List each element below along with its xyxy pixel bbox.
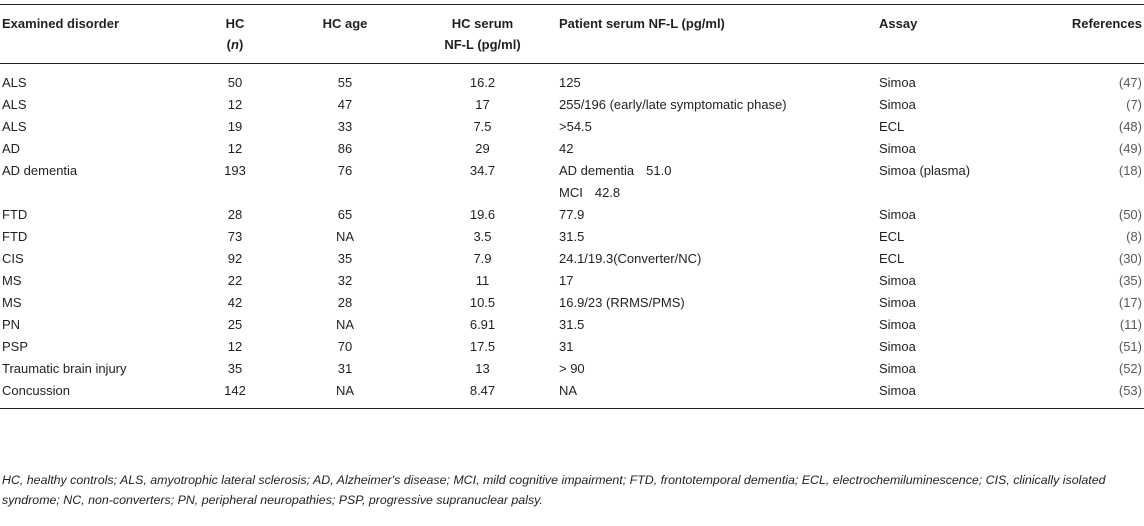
cell-age: 86 — [337, 141, 353, 156]
cell-hc-serum: 17.5 — [469, 339, 496, 354]
cell-assay: ECL — [879, 251, 905, 266]
header-hc-age: HC age — [322, 16, 368, 31]
cell-hc-serum: 7.5 — [473, 119, 492, 134]
cell-hc: 142 — [224, 383, 246, 398]
reference-link[interactable]: (49) — [1118, 141, 1142, 156]
reference-link[interactable]: (53) — [1118, 383, 1142, 398]
cell-hc-serum: 17 — [475, 97, 490, 112]
cell-patient-serum: 42 — [559, 141, 574, 156]
cell-hc-serum: 8.47 — [469, 383, 496, 398]
cell-age: 35 — [337, 251, 353, 266]
cell-patient-serum: NA — [559, 383, 578, 398]
cell-patient-serum: 77.9 — [559, 207, 585, 222]
table-subrow — [0, 182, 1144, 204]
cell-age: 65 — [337, 207, 353, 222]
reference-link[interactable]: (18) — [1118, 163, 1142, 178]
cell-assay: Simoa — [879, 383, 916, 398]
patient-ad-value: 51.0 — [646, 163, 672, 178]
cell-assay: Simoa — [879, 97, 916, 112]
table-row — [0, 380, 1144, 409]
table-row — [0, 270, 1144, 292]
cell-age: 70 — [337, 339, 353, 354]
cell-patient-serum-mci — [555, 182, 875, 204]
cell-hc-serum: 19.6 — [469, 207, 496, 222]
reference-link[interactable]: (11) — [1119, 317, 1142, 332]
table-row — [0, 204, 1144, 226]
cell-patient-serum: 31 — [559, 339, 574, 354]
table-row — [0, 314, 1144, 336]
cell-disorder: CIS — [2, 251, 24, 266]
cell-age: 47 — [337, 97, 353, 112]
cell-patient-serum-ad — [555, 160, 875, 182]
cell-age: NA — [335, 317, 355, 332]
cell-disorder: MS — [2, 295, 22, 310]
cell-assay: ECL — [879, 119, 905, 134]
nfl-table — [0, 4, 1144, 409]
reference-link[interactable]: (52) — [1118, 361, 1142, 376]
table-row — [0, 336, 1144, 358]
table-row — [0, 64, 1144, 95]
cell-disorder: Traumatic brain injury — [2, 361, 127, 376]
cell-disorder: ALS — [2, 97, 27, 112]
cell-assay: Simoa — [879, 295, 916, 310]
cell-hc: 35 — [227, 361, 243, 376]
cell-hc-serum: 29 — [475, 141, 490, 156]
table-footnote: HC, healthy controls; ALS, amyotrophic lateral sclerosis; AD, Alzheimer's disease; MCI, mild cognitive impairment; FTD, frontotemporal dementia; ECL, electrochemiluminescence; CIS, clinically isolated syndrome; NC, non-converters; PN, peripheral neuropathies; PSP, progressive supranuclear palsy. — [2, 473, 1106, 507]
cell-disorder: Concussion — [2, 383, 70, 398]
cell-hc-serum: 34.7 — [469, 163, 496, 178]
cell-hc-serum: 13 — [475, 361, 490, 376]
cell-hc-serum: 6.91 — [469, 317, 496, 332]
table-row — [0, 248, 1144, 270]
table-row — [0, 292, 1144, 314]
header-disorder: Examined disorder — [2, 16, 120, 31]
reference-link[interactable]: (7) — [1126, 97, 1142, 112]
table-row — [0, 116, 1144, 138]
patient-ad-label: AD dementia — [559, 163, 635, 178]
cell-assay: Simoa — [879, 141, 916, 156]
cell-disorder: FTD — [2, 229, 28, 244]
cell-age: 32 — [337, 273, 353, 288]
header-hc-label: HC — [225, 16, 245, 31]
cell-hc: 28 — [227, 207, 243, 222]
reference-link[interactable]: (8) — [1126, 229, 1142, 244]
patient-mci-value: 42.8 — [594, 185, 621, 200]
cell-assay: Simoa — [879, 317, 916, 332]
reference-link[interactable]: (50) — [1118, 207, 1142, 222]
cell-assay: Simoa — [879, 207, 916, 222]
header-row — [0, 5, 1144, 64]
cell-age: 76 — [337, 163, 353, 178]
cell-age: NA — [335, 229, 355, 244]
cell-hc: 12 — [227, 141, 243, 156]
patient-mci-label: MCI — [559, 185, 583, 200]
cell-assay: Simoa (plasma) — [879, 163, 971, 178]
cell-hc-serum: 11 — [475, 273, 490, 288]
cell-hc-serum: 3.5 — [473, 229, 492, 244]
cell-age: 28 — [337, 295, 353, 310]
cell-patient-serum: 255/196 (early/late symptomatic phase) — [559, 97, 787, 112]
cell-hc: 22 — [227, 273, 243, 288]
cell-disorder: ALS — [2, 75, 27, 90]
table-row — [0, 138, 1144, 160]
header-hc-serum-line1: HC serum — [451, 16, 514, 31]
cell-disorder: AD dementia — [2, 163, 78, 178]
cell-patient-serum: > 90 — [559, 361, 585, 376]
table-row — [0, 226, 1144, 248]
cell-hc: 19 — [227, 119, 243, 134]
header-references: References — [1071, 16, 1142, 31]
header-hc-n: n — [231, 37, 239, 52]
reference-link[interactable]: (51) — [1118, 339, 1142, 354]
cell-hc: 73 — [227, 229, 243, 244]
cell-assay: Simoa — [879, 361, 916, 376]
cell-patient-serum: >54.5 — [559, 119, 592, 134]
table-row — [0, 358, 1144, 380]
cell-disorder: PN — [2, 317, 21, 332]
cell-hc-serum: 16.2 — [469, 75, 496, 90]
cell-assay: Simoa — [879, 339, 916, 354]
cell-assay: Simoa — [879, 273, 916, 288]
cell-patient-serum: 24.1/19.3(Converter/NC) — [559, 251, 702, 266]
cell-hc: 25 — [227, 317, 243, 332]
header-hc: HC (n) — [225, 16, 245, 52]
cell-patient-serum: 17 — [559, 273, 574, 288]
cell-age: 31 — [337, 361, 353, 376]
cell-hc: 193 — [224, 163, 246, 178]
cell-patient-serum: 31.5 — [559, 317, 585, 332]
header-hc-serum — [410, 5, 555, 64]
reference-link[interactable]: (35) — [1118, 273, 1142, 288]
cell-assay: Simoa — [879, 75, 916, 90]
header-hc-serum-line2: NF-L (pg/ml) — [444, 37, 521, 52]
cell-hc-serum: 7.9 — [473, 251, 492, 266]
reference-link[interactable]: (17) — [1118, 295, 1142, 310]
cell-disorder: FTD — [2, 207, 28, 222]
table-row — [0, 160, 1144, 182]
cell-age: 55 — [337, 75, 353, 90]
cell-disorder: ALS — [2, 119, 27, 134]
cell-age: 33 — [337, 119, 353, 134]
cell-hc: 50 — [227, 75, 243, 90]
cell-hc: 42 — [227, 295, 243, 310]
table-row — [0, 94, 1144, 116]
cell-disorder: PSP — [2, 339, 29, 354]
cell-patient-serum: 31.5 — [559, 229, 585, 244]
cell-hc: 12 — [227, 97, 243, 112]
cell-assay: ECL — [879, 229, 905, 244]
reference-link[interactable]: (30) — [1118, 251, 1142, 266]
cell-age: NA — [335, 383, 355, 398]
header-patient-serum: Patient serum NF-L (pg/ml) — [559, 16, 725, 31]
cell-patient-serum: 125 — [559, 75, 581, 90]
cell-hc: 92 — [227, 251, 243, 266]
cell-hc: 12 — [227, 339, 243, 354]
cell-hc-serum: 10.5 — [469, 295, 496, 310]
reference-link[interactable]: (48) — [1118, 119, 1142, 134]
reference-link[interactable]: (47) — [1118, 75, 1142, 90]
header-assay: Assay — [879, 16, 918, 31]
cell-disorder: MS — [2, 273, 22, 288]
cell-patient-serum: 16.9/23 (RRMS/PMS) — [559, 295, 685, 310]
cell-disorder: AD — [2, 141, 21, 156]
